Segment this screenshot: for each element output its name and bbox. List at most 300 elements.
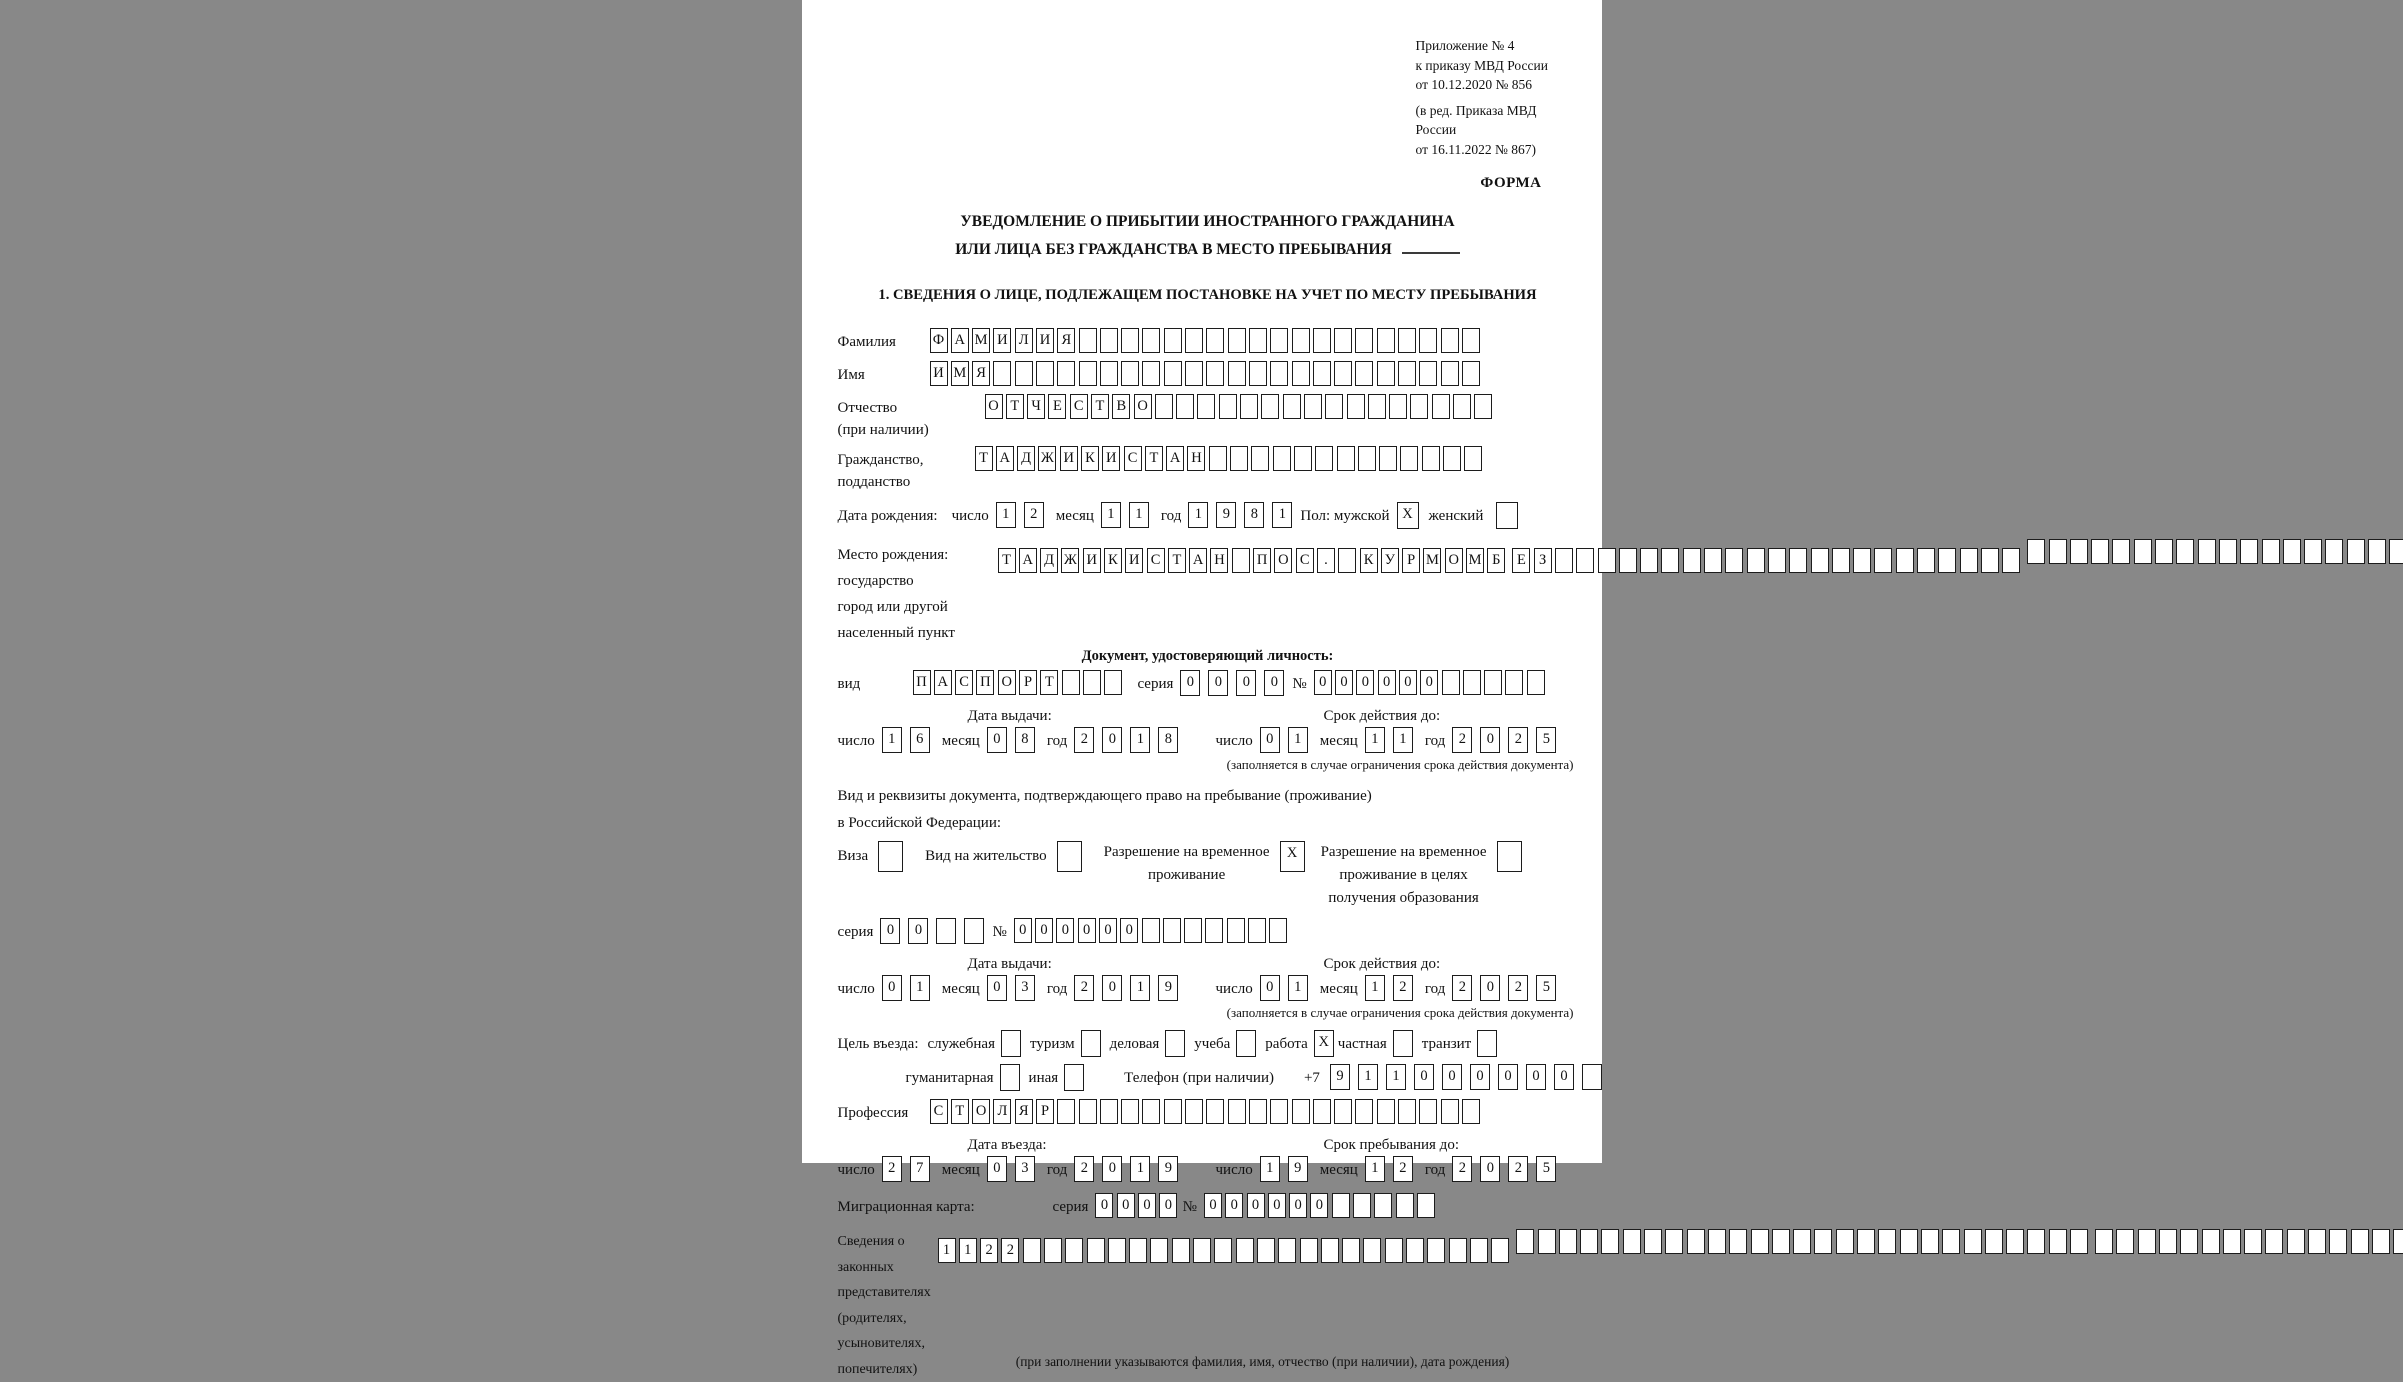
char-box: 1 — [959, 1238, 977, 1263]
char-box — [1261, 394, 1279, 419]
char-box — [1249, 361, 1267, 386]
char-box — [1878, 1229, 1896, 1254]
id-issue-date-group — [838, 727, 1216, 755]
char-box: Я — [1057, 328, 1075, 353]
char-box — [2198, 539, 2216, 564]
char-box — [1559, 1229, 1577, 1254]
birth-place-box-rows — [998, 539, 2403, 578]
char-box — [1497, 841, 1522, 872]
char-box: 0 — [1180, 670, 1200, 696]
char-box: Е — [1512, 548, 1530, 573]
char-box: К — [1360, 548, 1378, 573]
id-valid-year-boxes — [1452, 727, 1564, 755]
char-box — [1292, 328, 1310, 353]
char-box: 1 — [1365, 1156, 1385, 1182]
identity-doc-heading: Документ, удостоверяющий личность: — [838, 648, 1578, 665]
char-box — [1687, 1229, 1705, 1254]
char-box — [1985, 1229, 2003, 1254]
char-box: 1 — [1130, 727, 1150, 753]
purpose-official-label: служебная — [927, 1030, 995, 1058]
char-box — [1417, 1193, 1435, 1218]
char-box — [1772, 1229, 1790, 1254]
char-box: 0 — [1102, 975, 1122, 1001]
char-box — [1197, 394, 1215, 419]
char-box: 9 — [1158, 975, 1178, 1001]
title-blank-underline — [1402, 242, 1460, 254]
char-box — [2304, 539, 2322, 564]
residence-permit-checkbox — [1057, 841, 1082, 872]
char-box: Т — [1091, 394, 1109, 419]
char-box — [2347, 539, 2365, 564]
char-box — [1441, 1099, 1459, 1124]
res-issue-month-boxes — [987, 975, 1043, 1003]
char-box — [1334, 361, 1352, 386]
res-valid-year-boxes — [1452, 975, 1564, 1003]
given-name-row — [838, 361, 1578, 389]
char-box — [1385, 1238, 1403, 1263]
char-box — [1228, 328, 1246, 353]
char-box — [2027, 1229, 2045, 1254]
citizenship-label-line1: Гражданство, — [838, 449, 975, 471]
char-box: 5 — [1536, 727, 1556, 753]
id-date-headers — [838, 708, 1578, 725]
char-box: 0 — [908, 918, 928, 944]
birth-place-label-line1: Место рождения: — [838, 542, 998, 568]
representatives-box-rows — [938, 1229, 2403, 1268]
char-box — [1249, 1099, 1267, 1124]
char-box: А — [996, 446, 1014, 471]
char-box: 8 — [1015, 727, 1035, 753]
char-box — [1321, 1238, 1339, 1263]
char-box — [2006, 1229, 2024, 1254]
char-box — [1206, 361, 1224, 386]
char-box — [2134, 539, 2152, 564]
char-box: 9 — [1216, 502, 1236, 528]
representatives-boxes-row3 — [2095, 1229, 2403, 1254]
char-box — [1398, 1099, 1416, 1124]
char-box: 0 — [1102, 1156, 1122, 1182]
char-box: 0 — [1526, 1064, 1546, 1090]
char-box — [1142, 918, 1160, 943]
char-box — [2159, 1229, 2177, 1254]
char-box: . — [1317, 548, 1335, 573]
char-box: 2 — [1508, 727, 1528, 753]
char-box — [1292, 1099, 1310, 1124]
char-box — [1057, 841, 1082, 872]
char-box — [1942, 1229, 1960, 1254]
res-valid-day-boxes — [1260, 975, 1316, 1003]
residence-doc-line1: Вид и реквизиты документа, подтверждающего право на пребывание (проживание) — [838, 783, 1578, 810]
id-valid-date-group — [1216, 727, 1565, 755]
phone-boxes — [1330, 1064, 1610, 1090]
char-box: С — [1147, 548, 1165, 573]
char-box — [1393, 1030, 1413, 1057]
year-label: год — [1425, 1156, 1445, 1184]
char-box — [1334, 1099, 1352, 1124]
char-box: 0 — [1204, 1193, 1222, 1218]
purpose-humanitarian-checkbox — [1000, 1064, 1020, 1091]
stay-until-group — [1216, 1156, 1565, 1184]
char-box — [1347, 394, 1365, 419]
char-box: 0 — [1208, 670, 1228, 696]
char-box — [2262, 539, 2280, 564]
form-title-line2-wrap — [838, 236, 1578, 263]
char-box — [1582, 1064, 1602, 1090]
entry-day-boxes — [882, 1156, 938, 1184]
char-box — [1300, 1238, 1318, 1263]
char-box: 0 — [1268, 1193, 1286, 1218]
char-box: 7 — [910, 1156, 930, 1182]
char-box: 0 — [1099, 918, 1117, 943]
char-box: 8 — [1158, 727, 1178, 753]
res-valid-date-group — [1216, 975, 1565, 1003]
char-box: 0 — [1117, 1193, 1135, 1218]
id-number-boxes — [1314, 670, 1548, 695]
char-box: П — [976, 670, 994, 695]
char-box: 6 — [910, 727, 930, 753]
char-box: К — [1081, 446, 1099, 471]
char-box — [1257, 1238, 1275, 1263]
char-box — [1960, 548, 1978, 573]
char-box — [1441, 328, 1459, 353]
char-box — [1640, 548, 1658, 573]
char-box: 2 — [1452, 975, 1472, 1001]
char-box — [1900, 1229, 1918, 1254]
char-box — [2155, 539, 2173, 564]
char-box — [1209, 446, 1227, 471]
char-box — [1273, 446, 1291, 471]
residence-doc-line2: в Российской Федерации: — [838, 810, 1578, 837]
char-box — [1342, 1238, 1360, 1263]
res-issue-date-group — [838, 975, 1216, 1003]
char-box — [1793, 1229, 1811, 1254]
char-box — [993, 361, 1011, 386]
purpose-row2 — [838, 1064, 1578, 1092]
char-box — [1527, 670, 1545, 695]
char-box — [1121, 361, 1139, 386]
char-box: 3 — [1015, 975, 1035, 1001]
entry-dates-row — [838, 1156, 1578, 1184]
char-box: 2 — [980, 1238, 998, 1263]
appendix-line: к приказу МВД России — [1416, 56, 1578, 76]
char-box: 0 — [1335, 670, 1353, 695]
char-box: 0 — [1236, 670, 1256, 696]
char-box: И — [1060, 446, 1078, 471]
res-dates-row — [838, 975, 1578, 1003]
id-series-boxes — [1180, 670, 1292, 696]
char-box: К — [1104, 548, 1122, 573]
char-box — [1164, 361, 1182, 386]
char-box — [1644, 1229, 1662, 1254]
char-box: А — [1189, 548, 1207, 573]
char-box: А — [951, 328, 969, 353]
char-box: 0 — [1480, 975, 1500, 1001]
char-box — [1206, 1099, 1224, 1124]
char-box — [1398, 361, 1416, 386]
char-box — [1355, 361, 1373, 386]
purpose-label: Цель въезда: — [838, 1030, 919, 1058]
char-box — [1214, 1238, 1232, 1263]
char-box — [1374, 1193, 1392, 1218]
char-box: X — [1280, 841, 1305, 872]
char-box: 0 — [1310, 1193, 1328, 1218]
char-box: Л — [1015, 328, 1033, 353]
char-box: 2 — [1393, 1156, 1413, 1182]
purpose-private-label: частная — [1338, 1030, 1387, 1058]
char-box — [1292, 361, 1310, 386]
char-box — [1619, 548, 1637, 573]
char-box: 2 — [1508, 1156, 1528, 1182]
char-box — [1236, 1030, 1256, 1057]
char-box: Т — [975, 446, 993, 471]
res-number-boxes — [1014, 918, 1291, 943]
purpose-business-label: деловая — [1110, 1030, 1160, 1058]
char-box: С — [1124, 446, 1142, 471]
char-box: 0 — [1138, 1193, 1156, 1218]
birth-day-boxes — [996, 502, 1052, 528]
month-label: месяц — [1320, 975, 1358, 1003]
char-box: 0 — [1399, 670, 1417, 695]
purpose-work-label: работа — [1265, 1030, 1308, 1058]
char-box — [1176, 394, 1194, 419]
char-box: О — [972, 1099, 990, 1124]
char-box: В — [1112, 394, 1130, 419]
char-box — [1270, 361, 1288, 386]
id-valid-month-boxes — [1365, 727, 1421, 755]
char-box: Е — [1048, 394, 1066, 419]
year-label: год — [1161, 502, 1181, 530]
id-validity-note: (заполняется в случае ограничения срока действия документа) — [838, 757, 1578, 773]
phone-label: Телефон (при наличии) — [1124, 1064, 1274, 1092]
char-box — [1269, 918, 1287, 943]
char-box — [1484, 670, 1502, 695]
char-box — [2002, 548, 2020, 573]
char-box — [1248, 918, 1266, 943]
char-box: 0 — [1120, 918, 1138, 943]
stay-day-boxes — [1260, 1156, 1316, 1184]
surname-row — [838, 328, 1578, 356]
char-box: 0 — [1554, 1064, 1574, 1090]
representatives-boxes-row1 — [938, 1238, 1513, 1263]
char-box: 9 — [1330, 1064, 1350, 1090]
char-box — [1219, 394, 1237, 419]
char-box — [1353, 1193, 1371, 1218]
char-box — [1338, 548, 1356, 573]
char-box — [1623, 1229, 1641, 1254]
year-label: год — [1425, 975, 1445, 1003]
migration-card-label: Миграционная карта: — [838, 1193, 1053, 1221]
char-box — [1205, 918, 1223, 943]
char-box — [1422, 446, 1440, 471]
char-box — [2287, 1229, 2305, 1254]
char-box — [1853, 548, 1871, 573]
representatives-boxes-row2 — [1516, 1229, 2091, 1254]
char-box: С — [1070, 394, 1088, 419]
birth-date-label: Дата рождения: — [838, 502, 938, 530]
purpose-tourism-label: туризм — [1030, 1030, 1075, 1058]
char-box — [2389, 539, 2403, 564]
char-box: Т — [1040, 670, 1058, 695]
birth-month-boxes — [1101, 502, 1157, 528]
temp-residence-edu-checkbox — [1497, 841, 1522, 872]
char-box — [1474, 394, 1492, 419]
char-box: 0 — [1247, 1193, 1265, 1218]
char-box — [1400, 446, 1418, 471]
char-box — [1100, 1099, 1118, 1124]
char-box — [2049, 1229, 2067, 1254]
char-box: 0 — [880, 918, 900, 944]
char-box — [1185, 328, 1203, 353]
birth-date-row — [838, 502, 1578, 530]
char-box: 2 — [1452, 727, 1472, 753]
mig-series-boxes — [1095, 1193, 1180, 1218]
profession-label: Профессия — [838, 1099, 930, 1127]
char-box — [1377, 328, 1395, 353]
char-box: 0 — [1078, 918, 1096, 943]
char-box — [1442, 670, 1460, 695]
char-box: С — [1296, 548, 1314, 573]
char-box — [1814, 1229, 1832, 1254]
char-box: 1 — [1188, 502, 1208, 528]
stay-until-header: Срок пребывания до: — [1216, 1137, 1459, 1154]
mig-number-label: № — [1183, 1193, 1197, 1221]
char-box — [2116, 1229, 2134, 1254]
amendment-line: (в ред. Приказа МВД России — [1416, 101, 1578, 140]
char-box — [1057, 1099, 1075, 1124]
char-box: 3 — [1015, 1156, 1035, 1182]
representatives-label-line: попечителях) — [838, 1357, 938, 1382]
char-box: 1 — [1365, 727, 1385, 753]
char-box — [1462, 328, 1480, 353]
char-box: З — [1534, 548, 1552, 573]
char-box: Ж — [1061, 548, 1079, 573]
representatives-label-line: усыновителях, — [838, 1331, 938, 1357]
char-box: 0 — [1356, 670, 1374, 695]
char-box — [1065, 1238, 1083, 1263]
char-box: 0 — [1035, 918, 1053, 943]
char-box: 0 — [987, 1156, 1007, 1182]
purpose-other-label: иная — [1029, 1064, 1059, 1092]
char-box: 0 — [1414, 1064, 1434, 1090]
month-label: месяц — [1320, 727, 1358, 755]
profession-boxes — [930, 1099, 1484, 1124]
id-dates-row — [838, 727, 1578, 755]
form-title-line2: ИЛИ ЛИЦА БЕЗ ГРАЖДАНСТВА В МЕСТО ПРЕБЫВАНИЯ — [955, 241, 1391, 258]
birth-place-label-line3: город или другой — [838, 594, 998, 620]
day-label: число — [838, 1156, 875, 1184]
representatives-label-line: представителях — [838, 1280, 938, 1306]
purpose-private-checkbox — [1393, 1030, 1413, 1057]
char-box: Д — [1017, 446, 1035, 471]
surname-boxes — [930, 328, 1484, 353]
id-valid-until-header: Срок действия до: — [1216, 708, 1441, 725]
char-box — [1836, 1229, 1854, 1254]
char-box — [1580, 1229, 1598, 1254]
char-box — [1496, 502, 1518, 529]
char-box — [964, 918, 984, 944]
char-box: С — [930, 1099, 948, 1124]
char-box: 9 — [1158, 1156, 1178, 1182]
char-box: 1 — [1129, 502, 1149, 528]
char-box — [1598, 548, 1616, 573]
birth-year-boxes — [1188, 502, 1300, 528]
year-label: год — [1047, 1156, 1067, 1184]
res-issue-day-boxes — [882, 975, 938, 1003]
char-box — [1079, 361, 1097, 386]
char-box: И — [1125, 548, 1143, 573]
char-box — [1491, 1238, 1509, 1263]
char-box: И — [1083, 548, 1101, 573]
purpose-study-checkbox — [1236, 1030, 1256, 1057]
char-box — [1000, 1064, 1020, 1091]
char-box — [1165, 1030, 1185, 1057]
appendix-line: от 10.12.2020 № 856 — [1416, 75, 1578, 95]
char-box — [1081, 1030, 1101, 1057]
char-box — [1441, 361, 1459, 386]
char-box — [1453, 394, 1471, 419]
char-box — [1981, 548, 1999, 573]
residence-doc-type-row — [838, 841, 1578, 911]
char-box: И — [1102, 446, 1120, 471]
id-issue-month-boxes — [987, 727, 1043, 755]
char-box: 1 — [1393, 727, 1413, 753]
char-box — [1313, 361, 1331, 386]
res-issue-date-header: Дата выдачи: — [838, 956, 1216, 973]
char-box — [1142, 328, 1160, 353]
char-box: 2 — [1074, 727, 1094, 753]
char-box — [1832, 548, 1850, 573]
birth-place-boxes-row1 — [998, 548, 1509, 573]
char-box — [1251, 446, 1269, 471]
char-box: 2 — [1074, 975, 1094, 1001]
profession-row — [838, 1099, 1578, 1127]
char-box: 0 — [1498, 1064, 1518, 1090]
form-label: ФОРМА — [838, 175, 1578, 192]
char-box: 1 — [1130, 975, 1150, 1001]
char-box — [1062, 670, 1080, 695]
char-box — [1661, 548, 1679, 573]
char-box — [1443, 446, 1461, 471]
char-box — [1538, 1229, 1556, 1254]
char-box: 0 — [882, 975, 902, 1001]
res-series-label: серия — [838, 918, 874, 946]
char-box — [1230, 446, 1248, 471]
char-box: 1 — [1101, 502, 1121, 528]
char-box — [2112, 539, 2130, 564]
purpose-tourism-checkbox — [1081, 1030, 1101, 1057]
form-page — [802, 0, 1602, 1163]
char-box — [1363, 1238, 1381, 1263]
char-box — [1917, 548, 1935, 573]
temp-residence-edu-line1: Разрешение на временное — [1321, 844, 1487, 860]
char-box: И — [1036, 328, 1054, 353]
char-box — [1283, 394, 1301, 419]
char-box — [2223, 1229, 2241, 1254]
migration-card-row — [838, 1193, 1578, 1221]
char-box: 0 — [987, 727, 1007, 753]
char-box — [1332, 1193, 1350, 1218]
char-box — [1463, 670, 1481, 695]
surname-label: Фамилия — [838, 328, 930, 356]
char-box: Б — [1487, 548, 1505, 573]
representatives-label — [838, 1229, 938, 1382]
char-box: И — [993, 328, 1011, 353]
char-box — [1464, 446, 1482, 471]
char-box: 0 — [1378, 670, 1396, 695]
char-box — [1184, 918, 1202, 943]
char-box — [2351, 1229, 2369, 1254]
char-box — [2070, 539, 2088, 564]
